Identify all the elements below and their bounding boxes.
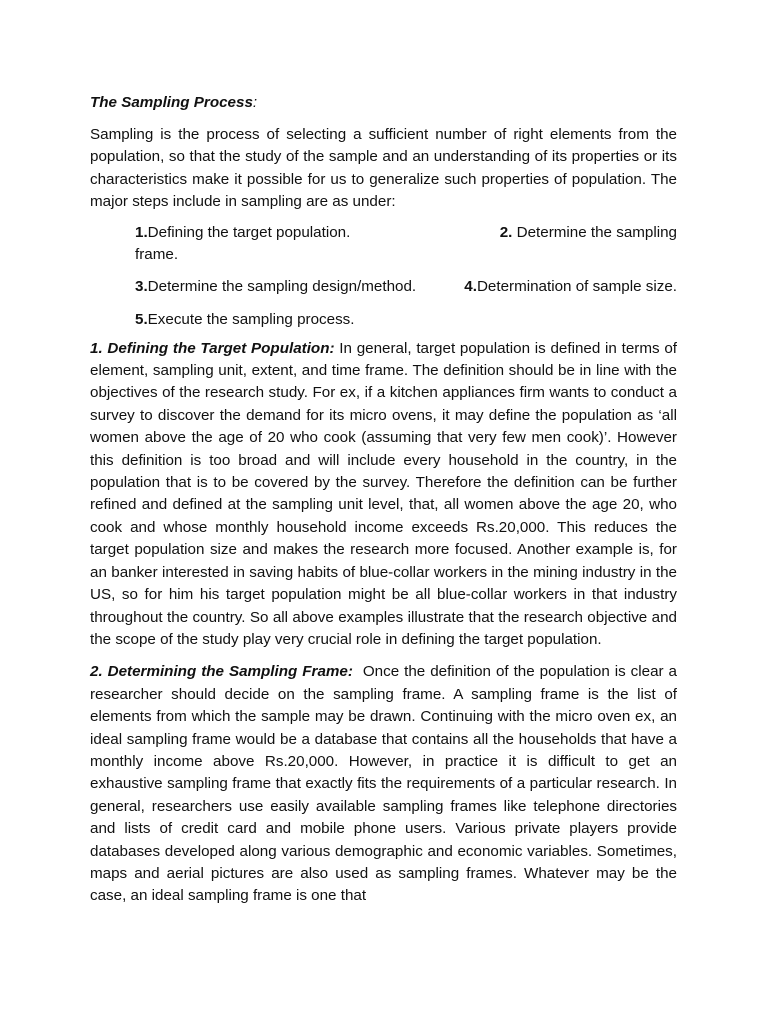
step-3 (135, 276, 416, 298)
section-2-paragraph (90, 661, 682, 907)
step-label: Defining the target population. (147, 223, 351, 241)
step-label: Execute the sampling process. (147, 310, 355, 328)
step-5 (135, 309, 677, 331)
step-label: Determination of sample size. (476, 277, 677, 295)
steps-row-1 (135, 222, 677, 244)
section-1-heading: 1. Defining the Target Population: (90, 339, 335, 357)
step-2-continuation: frame. (135, 245, 179, 263)
step-1 (135, 222, 350, 244)
section-1-body: In general, target population is defined in terms of element, sampling unit, extent, and time frame. The definition should be in line with the objectives of the research study. For ex, if a kitchen appliances firm wants to conduct a survey to discover the demand for its micro ovens, it may define the population as ‘all women above the age of 20 who cook (assuming that very few men cook)’. However this definition is too broad and will include every household in the country, in the population that is to be covered by the survey. Therefore the definition can be further refined and defined at the sampling unit level, that, all women above the age 20, who cook and whose monthly household income exceeds Rs.20,000. This reduces the target population size and makes the research more focused. Another example is, for an banker interested in saving habits of blue-collar workers in the mining industry in the US, so for him his target population might be all blue-collar workers in that industry throughout the country. So all above examples illustrate that the research objective and the scope of the study play very crucial role in defining the target population. (90, 339, 677, 648)
step-label: Determine the sampling design/method. (147, 277, 417, 295)
document-body (90, 92, 682, 908)
step-label: Determine the sampling (512, 223, 677, 241)
step-number: 1. (135, 223, 148, 241)
step-4 (464, 276, 677, 298)
steps-row-2 (135, 276, 677, 298)
document-title (90, 92, 677, 114)
step-2 (500, 222, 677, 244)
section-1-paragraph (90, 338, 677, 652)
step-number: 5. (135, 310, 148, 328)
intro-paragraph: Sampling is the process of selecting a sufficient number of right elements from the population, so that the study of the sample and an understanding of its properties or its characteristics make it possible for us to generalize such properties of population. The major steps include in sampling are as under: (90, 126, 677, 211)
section-2-heading: 2. Determining the Sampling Frame: (90, 663, 353, 681)
step-number: 4. (464, 277, 477, 295)
document-title-text: The Sampling Process (90, 94, 253, 111)
steps-list (90, 222, 677, 331)
step-number: 3. (135, 277, 148, 295)
section-2-body: Once the definition of the population is clear a researcher should decide on the sampling frame. A sampling frame is the list of elements from which the sample may be drawn. Continuing with the micro oven ex, an ideal sampling frame would be a database that contains all the households that have a monthly income above Rs.20,000. However, in practice it is difficult to get an exhaustive sampling frame that exactly fits the requirements of a particular research. In general, researchers use easily available sampling frames like telephone directories and lists of credit card and mobile phone users. Various private players provide databases developed along various demographic and economic variables. Sometimes, maps and aerial pictures are also used as sampling frames. Whatever may be the case, an ideal sampling frame is one that (90, 663, 682, 905)
step-number: 2. (499, 223, 513, 241)
document-title-colon: : (252, 94, 258, 111)
